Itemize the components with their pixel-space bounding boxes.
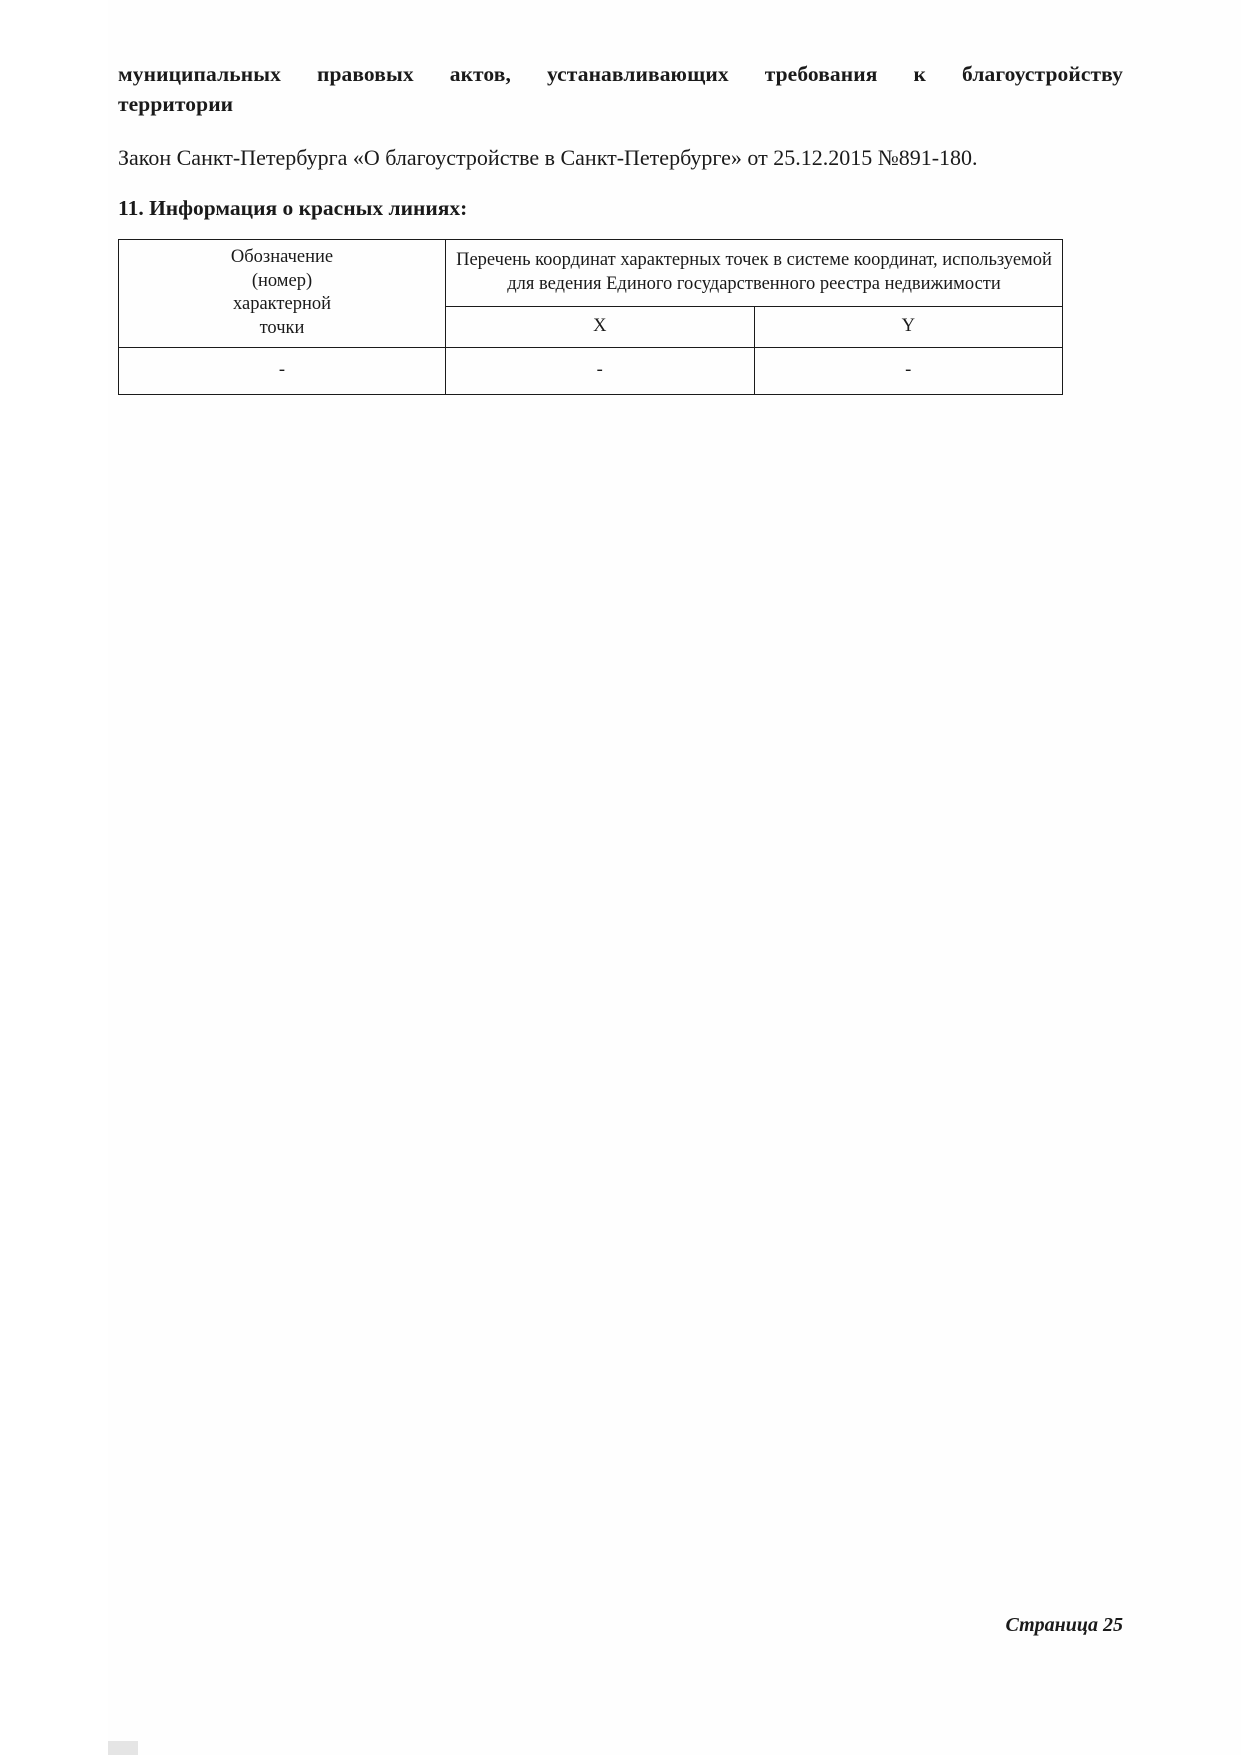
table-header-y: Y bbox=[754, 307, 1063, 348]
cell-y: - bbox=[754, 347, 1063, 394]
table-header-row-1 bbox=[119, 240, 1063, 307]
table-header-point-designation bbox=[119, 240, 446, 348]
table-row bbox=[119, 347, 1063, 394]
header-label-line-4: точки bbox=[259, 318, 305, 339]
header-label-line-1: Обозначение bbox=[230, 247, 334, 268]
page-number: Страница 25 bbox=[1005, 1614, 1123, 1636]
scan-bottom-shadow bbox=[108, 1741, 138, 1755]
header-label-line-3: характерной bbox=[232, 294, 332, 315]
law-reference-paragraph: Закон Санкт-Петербурга «О благоустройстве в Санкт-Петербурге» от 25.12.2015 №891-180. bbox=[118, 145, 978, 171]
coordinates-table bbox=[118, 239, 1063, 395]
document-content bbox=[118, 60, 1123, 395]
table-header-x: X bbox=[446, 307, 755, 348]
continued-heading-line-1: муниципальных правовых актов, устанавливающих требования к благоустройству bbox=[118, 62, 1123, 86]
continued-heading-line-2: территории bbox=[118, 91, 234, 116]
section-title-red-lines: 11. Информация о красных линиях: bbox=[118, 196, 468, 221]
cell-point-designation: - bbox=[119, 347, 446, 394]
header-label-line-2: (номер) bbox=[251, 270, 313, 291]
scan-left-margin bbox=[0, 0, 108, 1755]
table-header-coordinates-description: Перечень координат характерных точек в системе координат, используемой для ведения Единого государственного реестра недвижимости bbox=[446, 240, 1063, 307]
cell-x: - bbox=[446, 347, 755, 394]
continued-heading bbox=[118, 60, 1123, 119]
